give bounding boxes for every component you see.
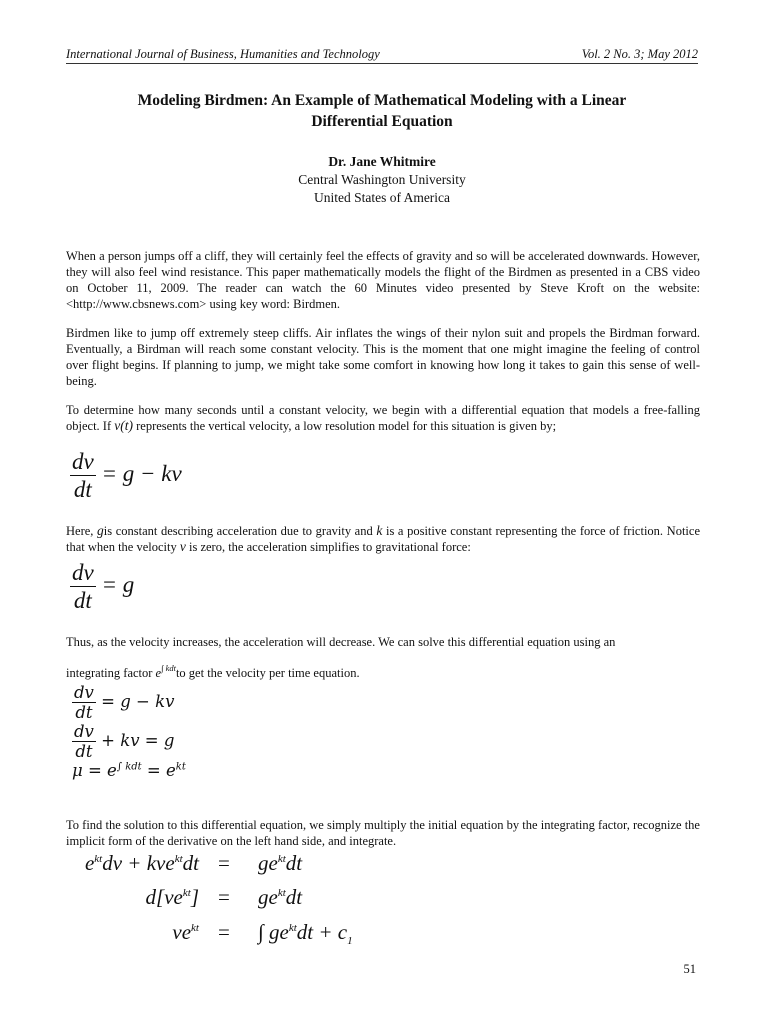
paragraph-intro: When a person jumps off a cliff, they will certainly feel the effects of gravity and so will be accelerated downwards. However, they will also feel wind resistance. This paper mathematically models the flight of the Birdmen as presented in a CBS video on October 11, 2009. The reader can watch the 60 Minutes video presented by Steve Kroft on the website: <http://www.cbsnews.com> using key word: Birdmen. [66,249,700,311]
paper-title [66,90,698,132]
paragraph-model [66,402,700,434]
author-affiliation: Central Washington University [298,172,466,187]
p6-text-a: integrating factor [66,666,156,680]
s3-l0: ve [172,920,192,944]
s1-l3: kt [174,853,183,865]
p3-text-a: To determine how many seconds until a constant velocity, we begin with a differential equation that models a free-falling object. If [66,403,700,433]
p6-superscript: ∫ kdt [161,663,176,673]
title-line-1: Modeling Birdmen: An Example of Mathematical Modeling with a Linear [137,92,627,109]
s2-r0: ge [258,885,278,909]
p6-e: e [155,666,162,680]
s3-r0: ∫ ge [258,920,289,944]
equation-3 [72,683,174,722]
eq2-rhs: = g [101,571,135,597]
eq4-numerator: dv [74,722,94,741]
eq1-numerator: dv [72,449,94,474]
s2-r1: kt [277,887,286,899]
eq4-fraction [72,722,96,761]
solution-row-1-left [66,851,199,876]
solution-row-1-right [258,851,302,876]
p4-var-v: v [179,539,186,554]
eq3-rhs: = g − kv [101,692,175,711]
eq5-sup-1: ∫ kdt [116,761,142,773]
p4-var-g: g [97,523,104,538]
p4-var-k: k [376,523,383,538]
eq4-rhs: + kv = g [101,731,175,750]
eq3-denominator: dt [75,703,93,722]
solution-row-3-right [258,920,353,947]
s3-r3: 1 [347,935,353,948]
solution-row-2-equals: = [218,885,230,909]
solution-row-2-right [258,885,302,910]
p3-variable: v(t) [114,418,133,433]
p4-text-a: Here, [66,524,98,538]
author-country: United States of America [313,190,451,205]
p6-text-b: to get the velocity per time equation. [175,666,360,680]
s3-l1: kt [191,922,199,934]
s1-r1: kt [277,853,286,865]
s1-l4: dt [182,851,199,875]
equation-1 [70,448,182,503]
eq5-sup-2: kt [175,761,186,773]
paragraph-velocity: Thus, as the velocity increases, the acceleration will decrease. We can solve this differential equation using an [66,635,616,649]
header-rule [66,63,698,64]
title-line-2: Differential Equation [311,113,453,130]
eq5-mid: = e [141,761,176,780]
solution-row-1-equals: = [218,851,230,875]
s1-l1: kt [94,853,103,865]
p3-text-b: represents the vertical velocity, a low resolution model for this situation is given by; [132,419,557,433]
s2-l0: d[ve [145,885,183,909]
equation-2 [70,559,134,614]
s3-r2: dt + c [296,920,348,944]
author-block [66,153,698,207]
eq2-numerator: dv [72,560,94,585]
eq4-denominator: dt [75,742,93,761]
s2-l1: kt [182,887,191,899]
solution-row-3-equals: = [218,920,230,944]
solution-row-3-left [66,920,199,945]
s1-l2: dv + kve [102,851,175,875]
paragraph-constants [66,523,700,555]
equation-4 [72,722,174,761]
equation-5 [72,761,186,780]
page-number: 51 [683,962,696,976]
paragraph-integrating-factor [66,660,700,681]
journal-volume: Vol. 2 No. 3; May 2012 [581,47,698,61]
eq2-fraction [70,559,96,614]
eq5-lhs: μ = e [72,761,117,780]
s1-r2: dt [285,851,303,875]
eq1-rhs: = g − kv [101,460,182,486]
s3-r1: kt [288,922,297,934]
p4-text-b: is constant describing acceleration due to gravity and [103,524,377,538]
eq3-fraction [72,683,96,722]
s1-l0: e [84,851,95,875]
s2-l2: ] [190,885,199,909]
eq2-denominator: dt [73,588,92,613]
paragraph-solution: To find the solution to this differential equation, we simply multiply the initial equation by the integrating factor, recognize the implicit form of the derivative on the left hand side, and integrate. [66,818,700,848]
author-name: Dr. Jane Whitmire [328,154,436,169]
journal-name: International Journal of Business, Humanities and Technology [66,47,380,61]
eq3-numerator: dv [74,683,94,702]
s1-r0: ge [258,851,278,875]
eq1-denominator: dt [73,477,92,502]
solution-row-2-left [66,885,199,910]
p4-text-c: is a positive constant representing the force of friction. Notice that when the velocity [66,524,700,554]
paragraph-birdmen: Birdmen like to jump off extremely steep cliffs. Air inflates the wings of their nylon suit and propels the Birdman forward. Eventually, a Birdman will reach some constant velocity. This is the moment that one might imagine the feeling of control over flight begins. If planning to jump, we might take some comfort in knowing how long it takes to gain this sense of well-being. [66,326,700,388]
p4-text-d: is zero, the acceleration simplifies to gravitational force: [185,540,471,554]
s2-r2: dt [285,885,303,909]
eq1-fraction [70,448,96,503]
